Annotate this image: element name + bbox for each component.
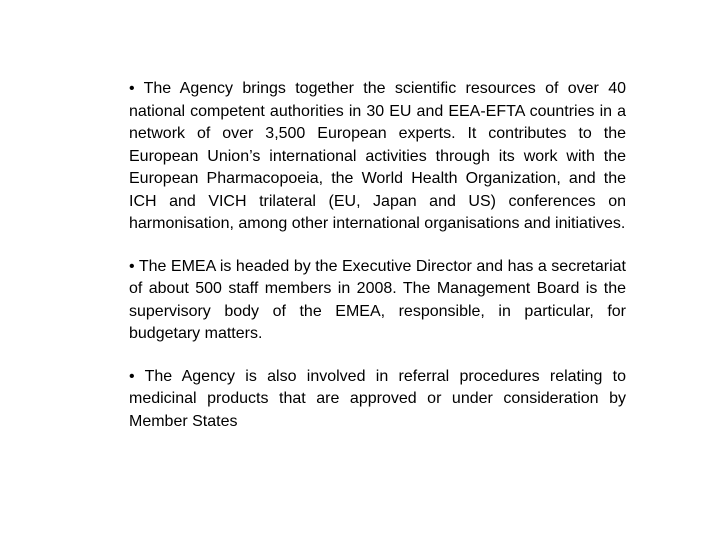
paragraph-agency-resources: • The Agency brings together the scientific resources of over 40 national competent authorities in 30 EU and EEA-EFTA countries in a network of over 3,500 European experts. It contributes to the European Union’s international activities through its work with the European Pharmacopoeia, the World Health Organization, and the ICH and VICH trilateral (EU, Japan and US) conferences on harmonisation, among other international organisations and initiatives. bbox=[129, 80, 626, 232]
paragraph-referral-procedures: • The Agency is also involved in referral procedures relating to medicinal products that are approved or under consideration by Member States bbox=[129, 367, 626, 430]
paragraph-emea-structure: • The EMEA is headed by the Executive Director and has a secretariat of about 500 staff members in 2008. The Management Board is the supervisory body of the EMEA, responsible, in particular, for budgetary matters. bbox=[129, 257, 626, 342]
slide-body bbox=[129, 78, 626, 433]
